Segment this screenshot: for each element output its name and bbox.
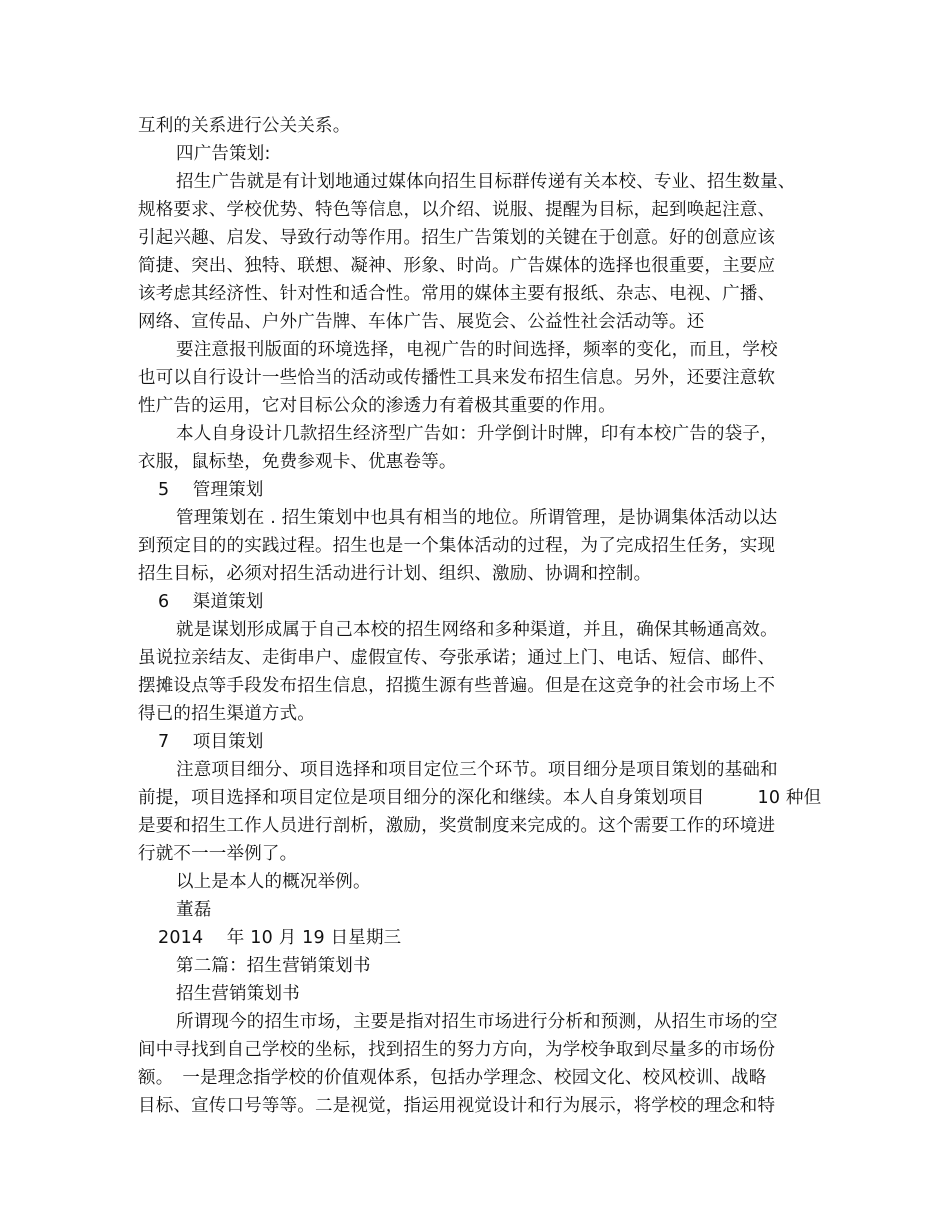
text-line: 额。 一是理念指学校的价值观体系，包括办学理念、校园文化、校风校训、战略 [138, 1068, 767, 1088]
text-line: 本人自身设计几款招生经济型广告如：升学倒计时牌，印有本校广告的袋子， [176, 424, 778, 444]
text-line: 到预定目的的实践过程。招生也是一个集体活动的过程，为了完成招生任务，实现 [138, 536, 776, 556]
text-line: 简捷、突出、独特、联想、凝神、形象、时尚。广告媒体的选择也很重要，主要应 [138, 256, 776, 276]
text-line: 目标、宣传口号等等。二是视觉，指运用视觉设计和行为展示，将学校的理念和特 [138, 1096, 776, 1116]
text-line: 管理策划在 . 招生策划中也具有相当的地位。所谓管理，是协调集体活动以达 [176, 508, 778, 528]
text-line: 要注意报刊版面的环境选择，电视广告的时间选择，频率的变化，而且，学校 [176, 340, 778, 360]
date-line: 2014 年 10 月 19 日星期三 [158, 928, 402, 948]
text-line: 互利的关系进行公关关系。 [138, 116, 351, 136]
text-line: 是要和招生工作人员进行剖析，激励，奖赏制度来完成的。这个需要工作的环境进 [138, 816, 776, 836]
section-heading: 第二篇：招生营销策划书 [176, 956, 371, 976]
text-line: 性广告的运用，它对目标公众的渗透力有着极其重要的作用。 [138, 396, 616, 416]
text-line: 摆摊设点等手段发布招生信息，招揽生源有些普遍。但是在这竞争的社会市场上不 [138, 676, 776, 696]
text-line: 所谓现今的招生市场，主要是指对招生市场进行分析和预测，从招生市场的空 [176, 1012, 778, 1032]
text-line: 规格要求、学校优势、特色等信息，以介绍、说服、提醒为目标，起到唤起注意、 [138, 200, 776, 220]
text-line: 引起兴趣、启发、导致行动等作用。招生广告策划的关键在于创意。好的创意应该 [138, 228, 776, 248]
text-line: 该考虑其经济性、针对性和适合性。常用的媒体主要有报纸、杂志、电视、广播、 [138, 284, 776, 304]
section-heading: 7 项目策划 [158, 732, 264, 752]
text-line: 注意项目细分、项目选择和项目定位三个环节。项目细分是项目策划的基础和 [176, 760, 778, 780]
text-line: 得已的招生渠道方式。 [138, 704, 315, 724]
text-line: 招生目标，必须对招生活动进行计划、组织、激励、协调和控制。 [138, 564, 652, 584]
text-line: 虽说拉亲结友、走街串户、虚假宣传、夸张承诺；通过上门、电话、短信、邮件、 [138, 648, 776, 668]
text-line: 行就不一一举例了。 [138, 844, 298, 864]
text-line: 网络、宣传品、户外广告牌、车体广告、展览会、公益性社会活动等。还 [138, 312, 705, 332]
text-line: 招生广告就是有计划地通过媒体向招生目标群传递有关本校、专业、招生数量、 [176, 172, 796, 192]
text-line: 也可以自行设计一些恰当的活动或传播性工具来发布招生信息。另外，还要注意软 [138, 368, 776, 388]
text-line: 衣服，鼠标垫，免费参观卡、优惠卷等。 [138, 452, 457, 472]
text-line: 以上是本人的概况举例。 [176, 872, 371, 892]
section-heading: 招生营销策划书 [176, 984, 300, 1004]
text-line: 间中寻找到自己学校的坐标，找到招生的努力方向，为学校争取到尽量多的市场份 [138, 1040, 776, 1060]
section-heading: 5 管理策划 [158, 480, 264, 500]
text-line: 前提，项目选择和项目定位是项目细分的深化和继续。本人自身策划项目 10 种但 [138, 788, 822, 808]
text-line: 就是谋划形成属于自己本校的招生网络和多种渠道，并且，确保其畅通高效。 [176, 620, 778, 640]
section-heading: 6 渠道策划 [158, 592, 264, 612]
section-heading: 四广告策划: [176, 144, 271, 164]
author-name: 董磊 [176, 900, 212, 920]
